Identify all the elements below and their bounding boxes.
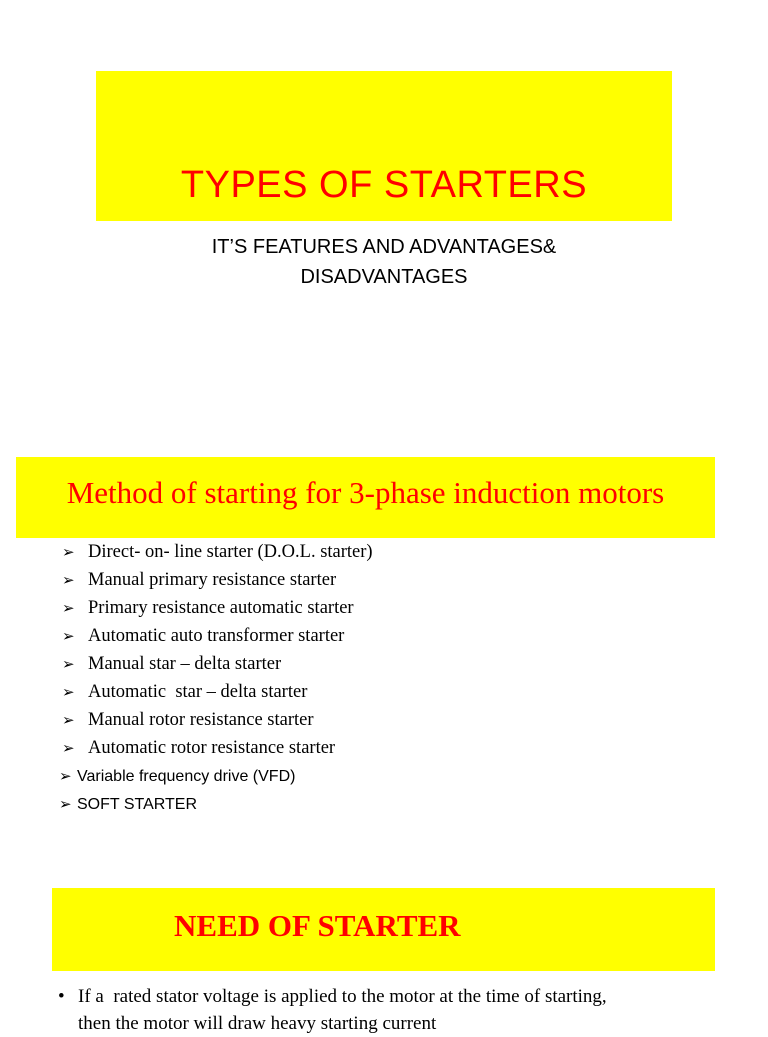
arrow-bullet-icon: ➢: [62, 739, 75, 757]
list-item: ➢ Automatic rotor resistance starter: [62, 734, 373, 762]
arrow-bullet-icon: ➢: [59, 795, 72, 813]
slide-subtitle: [0, 232, 768, 292]
need-paragraph: [58, 983, 718, 1037]
arrow-bullet-icon: ➢: [62, 683, 75, 701]
bullet-dot-icon: •: [58, 986, 65, 1007]
method-heading: Method of starting for 3-phase induction motors: [66, 475, 665, 510]
paragraph-line-2: then the motor will draw heavy starting current: [78, 1013, 437, 1034]
arrow-bullet-icon: ➢: [59, 767, 72, 785]
paragraph-line-1: • If a rated stator voltage is applied to the motor at the time of starting,: [58, 983, 718, 1010]
arrow-bullet-icon: ➢: [62, 711, 75, 729]
list-item: ➢ Primary resistance automatic starter: [62, 594, 373, 622]
list-item: ➢ Manual rotor resistance starter: [62, 706, 373, 734]
list-item: ➢ Automatic auto transformer starter: [62, 622, 373, 650]
arrow-bullet-icon: ➢: [62, 543, 75, 561]
arrow-bullet-icon: ➢: [62, 571, 75, 589]
slide-title: TYPES OF STARTERS: [180, 164, 588, 206]
list-item: ➢ Manual star – delta starter: [62, 650, 373, 678]
list-item: ➢ Manual primary resistance starter: [62, 566, 373, 594]
list-item: ➢ Automatic star – delta starter: [62, 678, 373, 706]
starter-list: [59, 538, 373, 818]
subtitle-line-2: DISADVANTAGES: [300, 266, 468, 288]
arrow-bullet-icon: ➢: [62, 655, 75, 673]
arrow-bullet-icon: ➢: [62, 599, 75, 617]
arrow-bullet-icon: ➢: [62, 627, 75, 645]
list-item: ➢ Variable frequency drive (VFD): [59, 762, 373, 790]
need-heading: NEED OF STARTER: [174, 908, 461, 943]
list-item: ➢ Direct- on- line starter (D.O.L. starter): [62, 538, 373, 566]
list-item: ➢ SOFT STARTER: [59, 790, 373, 818]
subtitle-line-1: IT’S FEATURES AND ADVANTAGES&: [211, 236, 557, 258]
